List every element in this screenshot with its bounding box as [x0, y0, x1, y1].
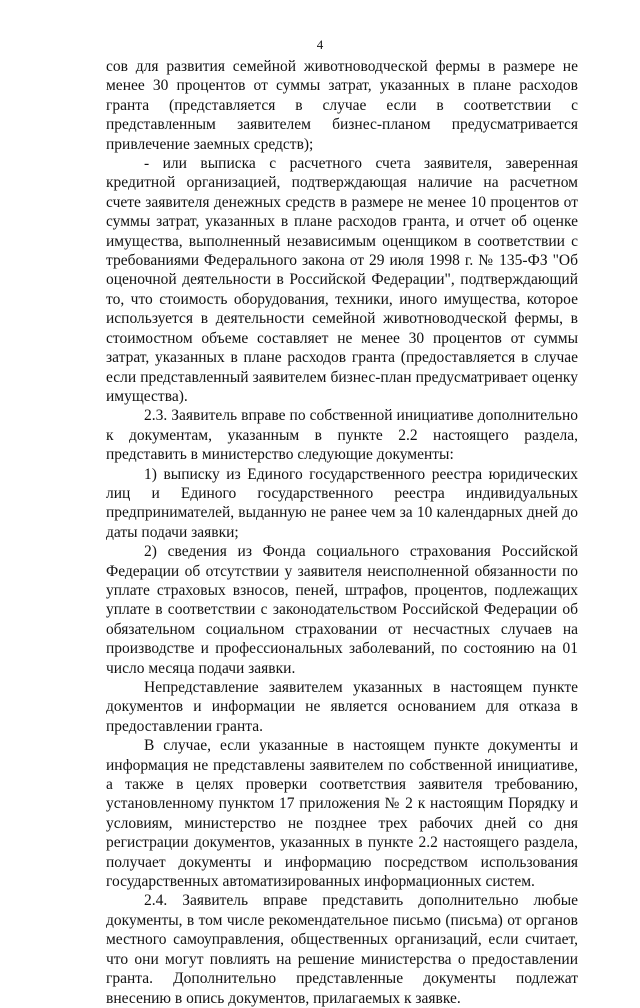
page-number: 4 — [316, 37, 324, 52]
paragraph-bank-statement: - или выписка с расчетного счета заявителя, заверенная кредитной организацией, подтверждающая наличие на расчетном счете заявителя денежных средств в размере не менее 10 процентов от суммы затрат, указанных в плане расходов гранта, и отчет об оценке имущества, выполненный независимым оценщиком в соответствии с требованиями Федерального закона от 29 июля 1998 г. № 135-ФЗ "Об оценочной деятельности в Российской Федерации", подтверждающий то, что стоимость оборудования, техники, иного имущества, которое используется в деятельности семейной животноводческой фермы, в стоимостном объеме составляет не менее 30 процентов от суммы затрат, указанных в плане расходов гранта (предоставляется в случае если представленный заявителем бизнес-план предусматривает оценку имущества). — [106, 155, 578, 405]
paragraph-ministry-request: В случае, если указанные в настоящем пункте документы и информация не представлены заявителем по собственной инициативе, а также в целях проверки соответствия заявителя требованию, установленному пунктом 17 приложения № 2 к настоящим Порядку и условиям, министерство не позднее трех рабочих дней со дня регистрации документов, указанных в пункте 2.2 настоящего раздела, получает документы и информацию посредством использования государственных автоматизированных информационных систем. — [106, 737, 578, 891]
paragraph-section-2-3: 2.3. Заявитель вправе по собственной инициативе дополнительно к документам, указанным в пункте 2.2 настоящего раздела, представить в министерство следующие документы: — [106, 407, 578, 464]
paragraph-item-1: 1) выписку из Единого государственного реестра юридических лиц и Единого государственного реестра индивидуальных предпринимателей, выданную не ранее чем за 10 календарных дней до даты подачи заявки; — [106, 465, 578, 541]
paragraph-item-2: 2) сведения из Фонда социального страхования Российской Федерации об отсутствии у заявителя неисполненной обязанности по уплате страховых взносов, пеней, штрафов, процентов, подлежащих уплате в соответствии с законодательством Российской Федерации об обязательном социальном страховании от несчастных случаев на производстве и профессиональных заболеваний, по состоянию на 01 число месяца подачи заявки. — [106, 543, 578, 677]
paragraph-section-2-4: 2.4. Заявитель вправе представить дополнительно любые документы, в том числе рекомендательное письмо (письма) от органов местного самоуправления, общественных организаций, если считает, что они могут повлиять на решение министерства о предоставлении гранта. Дополнительно представленные документы подлежат внесению в опись документов, прилагаемых к заявке. — [106, 892, 578, 1007]
document-body — [106, 57, 578, 1008]
paragraph-non-submission: Непредставление заявителем указанных в настоящем пункте документов и информации не является основанием для отказа в предоставлении гранта. — [106, 679, 578, 735]
paragraph-continuation: сов для развития семейной животноводческой фермы в размере не менее 30 процентов от суммы затрат, указанных в плане расходов гранта (представляется в случае если в соответствии с представленным заявителем бизнес-планом предусматривается привлечение заемных средств); — [106, 58, 578, 153]
